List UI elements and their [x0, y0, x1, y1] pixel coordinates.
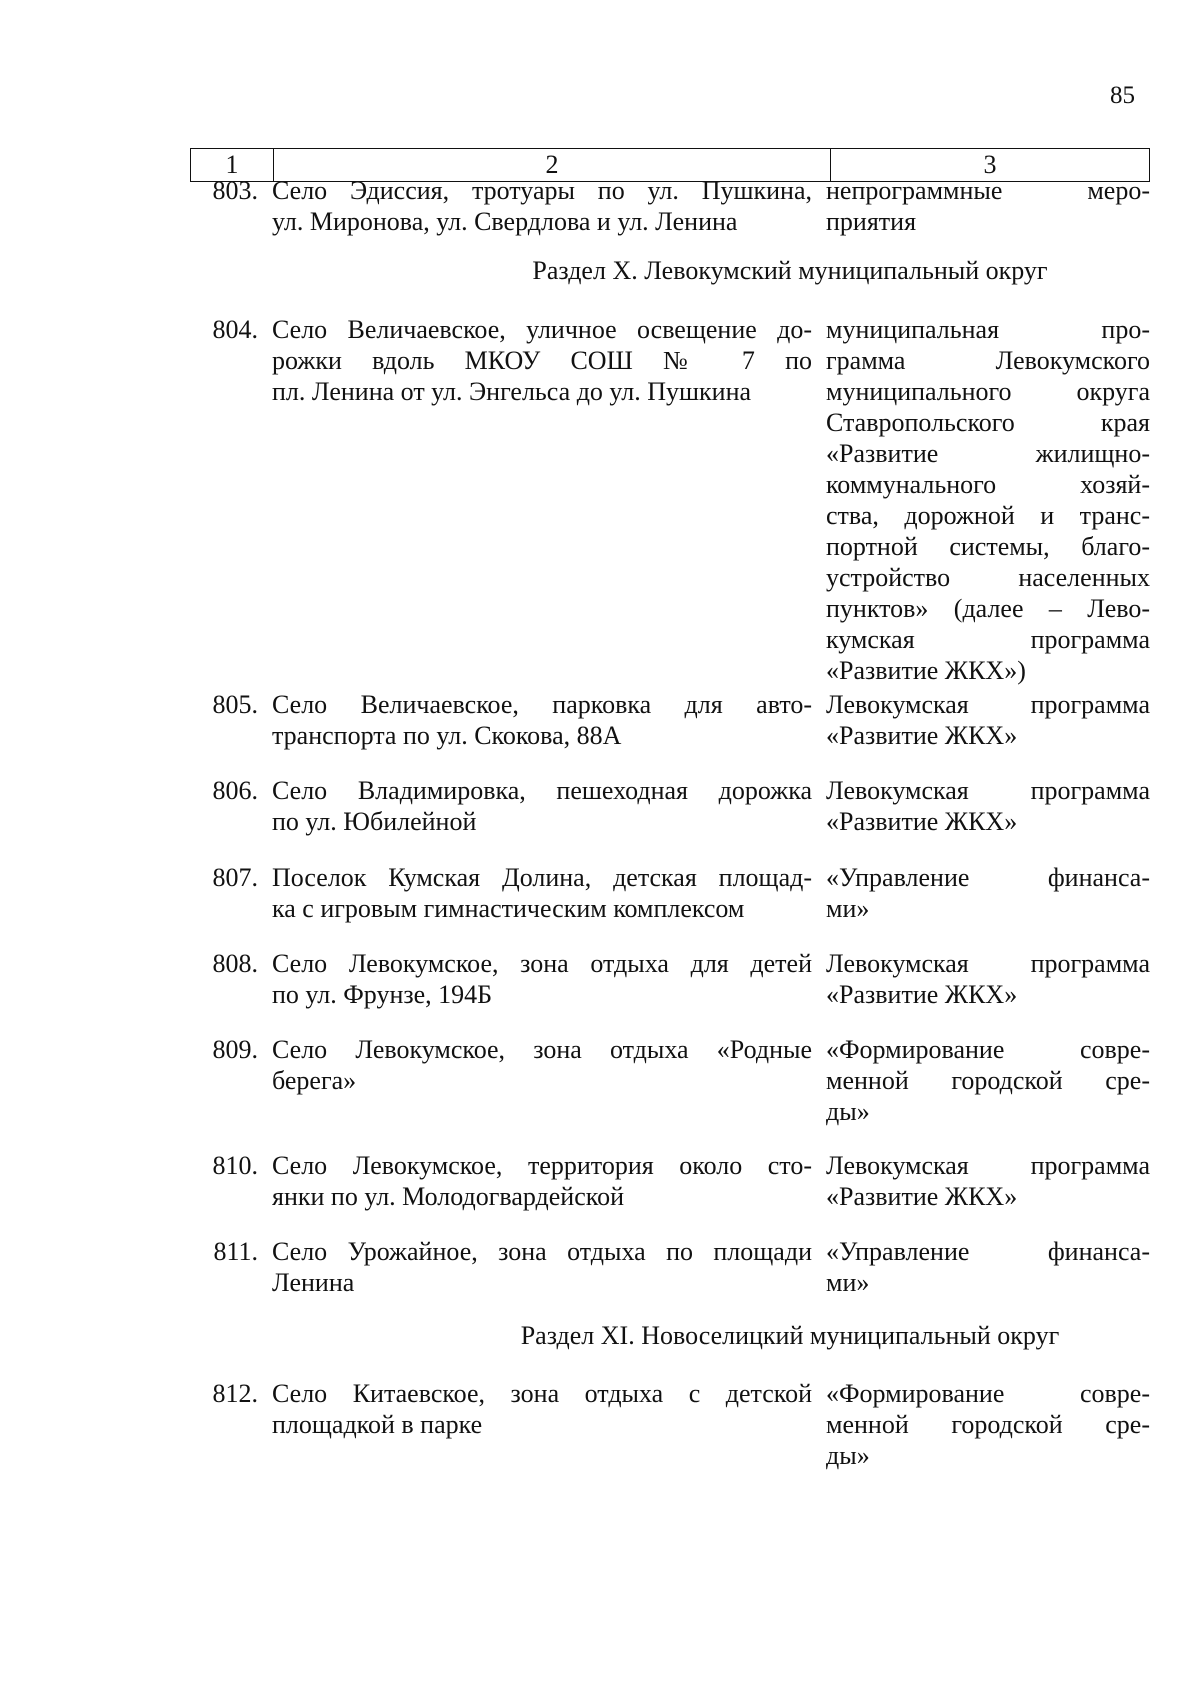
- program-name-line: коммунального хозяй-: [826, 470, 1150, 499]
- table-row: [190, 689, 1150, 751]
- program-name-line: ми»: [826, 894, 870, 923]
- page-number: 85: [1110, 82, 1135, 109]
- row-number: 806.: [212, 776, 258, 805]
- document-table: [190, 148, 1150, 1470]
- program-name-line: ды»: [826, 1097, 870, 1126]
- section-heading: Раздел XI. Новоселицкий муниципальный округ: [520, 1321, 1060, 1350]
- program-name: [826, 948, 1150, 1010]
- program-name-line: «Развитие ЖКХ»: [826, 807, 1018, 836]
- row-number: 803.: [212, 176, 258, 205]
- program-name: [826, 862, 1150, 924]
- section-heading: Раздел X. Левокумский муниципальный округ: [532, 256, 1048, 285]
- object-description-line: ул. Миронова, ул. Свердлова и ул. Ленина: [272, 207, 738, 236]
- program-name-line: ства, дорожной и транс-: [826, 501, 1150, 530]
- object-description: [272, 1236, 826, 1298]
- table-row: [190, 314, 1150, 686]
- table-row: [190, 862, 1150, 924]
- row-number: 804.: [212, 315, 258, 344]
- program-name-line: «Формирование совре-: [826, 1379, 1150, 1408]
- object-description-line: транспорта по ул. Скокова, 88А: [272, 721, 622, 750]
- table-row: [190, 1236, 1150, 1298]
- program-name-line: кумская программа: [826, 625, 1150, 654]
- object-description-line: Ленина: [272, 1268, 355, 1297]
- row-number: 811.: [213, 1237, 258, 1266]
- object-description-line: Село Владимировка, пешеходная дорожка: [272, 776, 812, 805]
- object-description-line: Село Левокумское, зона отдыха «Родные: [272, 1035, 812, 1064]
- object-description: [272, 775, 826, 837]
- object-description-line: ка с игровым гимнастическим комплексом: [272, 894, 745, 923]
- program-name-line: приятия: [826, 207, 917, 236]
- program-name: [826, 175, 1150, 237]
- object-description: [272, 689, 826, 751]
- program-name-line: «Управление финанса-: [826, 1237, 1150, 1266]
- program-name-line: «Развитие ЖКХ»): [826, 656, 1026, 685]
- table-row: [190, 1034, 1150, 1127]
- program-name-line: Левокумская программа: [826, 949, 1150, 978]
- program-name: [826, 1378, 1150, 1471]
- object-description: [272, 1034, 826, 1127]
- program-name-line: Левокумская программа: [826, 1151, 1150, 1180]
- program-name-line: «Формирование совре-: [826, 1035, 1150, 1064]
- table-row: [190, 948, 1150, 1010]
- row-number: 809.: [212, 1035, 258, 1064]
- program-name-line: менной городской сре-: [826, 1410, 1150, 1439]
- program-name-line: Левокумская программа: [826, 690, 1150, 719]
- object-description: [272, 1150, 826, 1212]
- table-row: [190, 1150, 1150, 1212]
- program-name-line: «Развитие ЖКХ»: [826, 721, 1018, 750]
- column-header-2: 2: [274, 149, 831, 181]
- program-name: [826, 1150, 1150, 1212]
- program-name: [826, 314, 1150, 686]
- object-description-line: рожки вдоль МКОУ СОШ № 7 по: [272, 346, 812, 375]
- object-description: [272, 1378, 826, 1471]
- object-description-line: Поселок Кумская Долина, детская площад-: [272, 863, 812, 892]
- row-number: 808.: [212, 949, 258, 978]
- row-number: 812.: [212, 1379, 258, 1408]
- object-description: [272, 948, 826, 1010]
- object-description-line: Село Левокумское, зона отдыха для детей: [272, 949, 812, 978]
- object-description: [272, 314, 826, 686]
- table-row: [190, 175, 1150, 237]
- program-name-line: «Развитие ЖКХ»: [826, 1182, 1018, 1211]
- program-name-line: пунктов» (далее – Лево-: [826, 594, 1150, 623]
- object-description-line: Село Эдиссия, тротуары по ул. Пушкина,: [272, 176, 812, 205]
- program-name-line: устройство населенных: [826, 563, 1150, 592]
- object-description: [272, 175, 826, 237]
- object-description-line: по ул. Юбилейной: [272, 807, 477, 836]
- program-name: [826, 1034, 1150, 1127]
- row-number: 810.: [212, 1151, 258, 1180]
- program-name-line: ми»: [826, 1268, 870, 1297]
- program-name-line: ды»: [826, 1441, 870, 1470]
- program-name-line: менной городской сре-: [826, 1066, 1150, 1095]
- program-name-line: муниципального округа: [826, 377, 1150, 406]
- object-description-line: Село Левокумское, территория около сто-: [272, 1151, 812, 1180]
- program-name-line: «Управление финанса-: [826, 863, 1150, 892]
- program-name: [826, 689, 1150, 751]
- object-description-line: Село Урожайное, зона отдыха по площади: [272, 1237, 812, 1266]
- table-row: [190, 775, 1150, 837]
- object-description-line: Село Величаевское, парковка для авто-: [272, 690, 812, 719]
- program-name-line: грамма Левокумского: [826, 346, 1150, 375]
- object-description-line: пл. Ленина от ул. Энгельса до ул. Пушкина: [272, 377, 752, 406]
- program-name-line: «Развитие жилищно-: [826, 439, 1150, 468]
- object-description-line: Село Величаевское, уличное освещение до-: [272, 315, 812, 344]
- object-description-line: по ул. Фрунзе, 194Б: [272, 980, 493, 1009]
- object-description-line: берега»: [272, 1066, 357, 1095]
- row-number: 805.: [212, 690, 258, 719]
- table-row: [190, 1378, 1150, 1471]
- row-number: 807.: [212, 863, 258, 892]
- program-name-line: портной системы, благо-: [826, 532, 1150, 561]
- column-header-1: 1: [191, 149, 274, 181]
- program-name-line: Левокумская программа: [826, 776, 1150, 805]
- program-name-line: «Развитие ЖКХ»: [826, 980, 1018, 1009]
- column-header-3: 3: [983, 150, 997, 179]
- object-description: [272, 862, 826, 924]
- program-name-line: Ставропольского края: [826, 408, 1150, 437]
- program-name-line: непрограммные меро-: [826, 176, 1150, 205]
- program-name: [826, 775, 1150, 837]
- object-description-line: янки по ул. Молодогвардейской: [272, 1182, 624, 1211]
- program-name: [826, 1236, 1150, 1298]
- object-description-line: площадкой в парке: [272, 1410, 483, 1439]
- object-description-line: Село Китаевское, зона отдыха с детской: [272, 1379, 812, 1408]
- program-name-line: муниципальная про-: [826, 315, 1150, 344]
